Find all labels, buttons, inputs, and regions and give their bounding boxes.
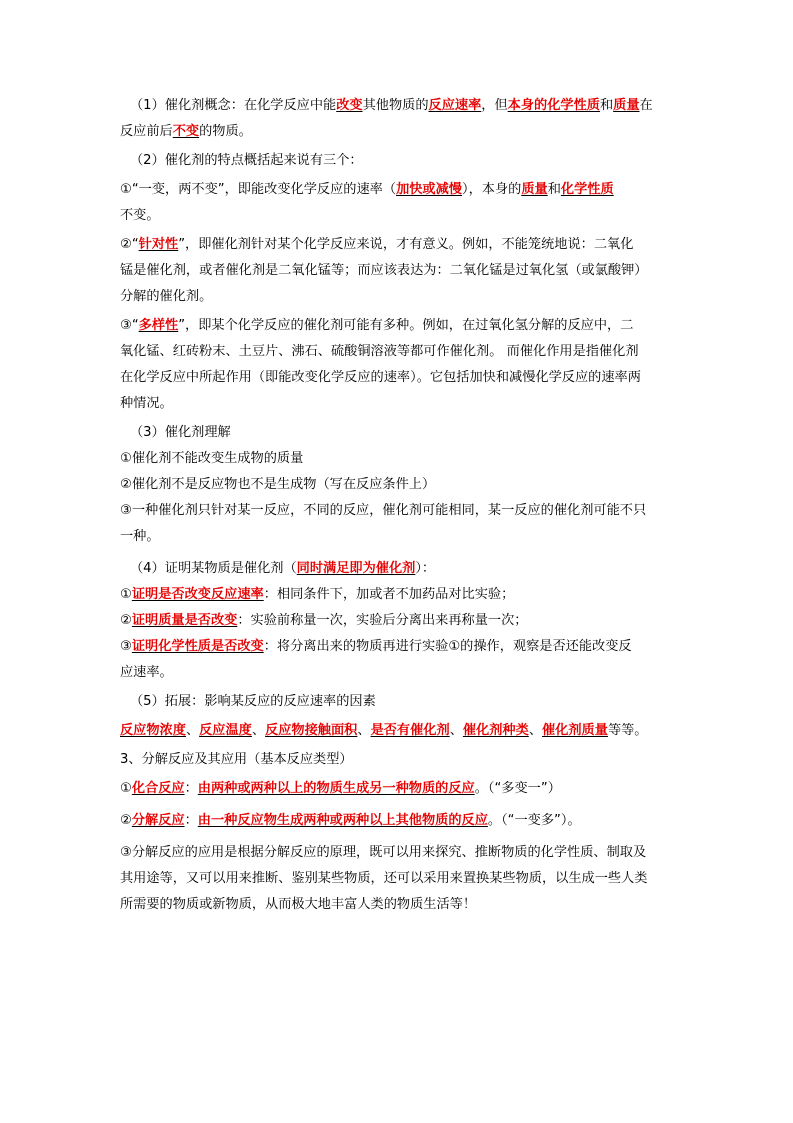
text-segment: 、 [357, 723, 371, 738]
highlighted-term: 证明质量是否改变 [131, 613, 238, 628]
text-segment: ① [120, 781, 132, 796]
highlighted-term: 质量 [613, 98, 640, 113]
text-segment: ： [184, 781, 198, 796]
highlighted-term: 反应物浓度 [120, 723, 186, 738]
text-line [120, 148, 680, 174]
highlighted-term: 改变 [336, 98, 363, 113]
text-segment: ③分解反应的应用是根据分解反应的原理，既可以用来探究、推断物质的化学性质、制取及 [120, 845, 647, 860]
text-line [120, 339, 680, 365]
text-line [120, 93, 680, 119]
document-body [120, 93, 680, 918]
text-segment: ），本身的 [462, 182, 522, 197]
text-line [120, 284, 680, 310]
text-segment: ：相同条件下，加或者不加药品对比实验； [263, 587, 515, 602]
highlighted-term: 证明化学性质是否改变 [131, 639, 264, 654]
highlighted-term: 由两种或两种以上的物质生成另一种物质的反应 [197, 781, 475, 796]
highlighted-term: 反应温度 [199, 723, 252, 738]
text-line [120, 524, 680, 550]
text-line [120, 718, 680, 744]
highlighted-term: 质量 [521, 182, 548, 197]
text-segment: 的物质。 [199, 124, 252, 139]
text-segment: 和 [599, 98, 614, 113]
text-segment: ”，即催化剂针对某个化学反应来说，才有意义。例如，不能笼统地说：二氧化 [178, 237, 634, 252]
text-segment: 应速率。 [120, 665, 173, 680]
text-segment: ，但 [481, 98, 508, 113]
highlighted-term: 化学性质 [560, 182, 614, 197]
text-segment: 、 [449, 723, 463, 738]
text-segment: ③“ [120, 318, 139, 333]
text-segment: （3）催化剂理解 [130, 425, 231, 440]
highlighted-term: 本身的化学性质 [507, 98, 600, 113]
text-segment: 。（“一变多”）。 [487, 813, 581, 828]
text-segment: 锰是催化剂，或者催化剂是二氧化锰等；而应该表达为：二氧化锰是过氧化氢（或氯酸钾） [120, 263, 648, 278]
text-segment: ③一种催化剂只针对某一反应，不同的反应，催化剂可能相同，某一反应的催化剂可能不只 [120, 503, 647, 518]
text-segment: 所需要的物质或新物质，从而极大地丰富人类的物质生活等！ [120, 897, 477, 912]
text-segment: ② [120, 813, 132, 828]
text-line [120, 446, 680, 472]
text-segment: （5）拓展：影响某反应的反应速率的因素 [130, 694, 376, 709]
highlighted-term: 是否有催化剂 [370, 723, 450, 738]
text-segment: ②“ [120, 237, 139, 252]
highlighted-term: 多样性 [138, 318, 179, 333]
text-line [120, 203, 680, 229]
text-line [120, 634, 680, 660]
text-line [120, 119, 680, 145]
text-line [120, 747, 680, 773]
highlighted-term: 不变 [172, 124, 200, 139]
highlighted-term: 由一种反应物生成两种或两种以上其他物质的反应 [197, 813, 488, 828]
text-segment: ② [120, 613, 132, 628]
highlighted-term: 反应物接触面积 [265, 723, 358, 738]
text-line [120, 391, 680, 417]
text-segment: ③ [120, 639, 132, 654]
text-line [120, 776, 680, 802]
text-line [120, 689, 680, 715]
text-line [120, 498, 680, 524]
text-segment: 等等。 [607, 723, 648, 738]
text-segment: 反应前后 [120, 124, 173, 139]
text-line [120, 365, 680, 391]
text-segment: ：实验前称量一次，实验后分离出来再称量一次； [237, 613, 528, 628]
text-segment: ①“一变，两不变”，即能改变化学反应的速率（ [120, 182, 397, 197]
text-line [120, 840, 680, 866]
text-segment: 3、分解反应及其应用（基本反应类型） [120, 752, 353, 767]
text-segment: 其他物质的 [362, 98, 429, 113]
text-segment: 、 [185, 723, 200, 738]
text-segment: ”，即某个化学反应的催化剂可能有多种。例如，在过氧化氢分解的反应中，二 [178, 318, 634, 333]
text-segment: （4）证明某物质是催化剂（ [130, 561, 297, 576]
text-segment: 一种。 [120, 529, 160, 544]
text-segment: 、 [528, 723, 542, 738]
text-segment: ：将分离出来的物质再进行实验①的操作，观察是否还能改变反 [263, 639, 632, 654]
text-segment: 、 [251, 723, 266, 738]
text-line [120, 866, 680, 892]
text-segment: 和 [547, 182, 561, 197]
highlighted-term: 针对性 [138, 237, 179, 252]
highlighted-term: 催化剂种类 [462, 723, 529, 738]
text-segment: 在 [639, 98, 653, 113]
highlighted-term: 催化剂质量 [542, 723, 608, 738]
text-line [120, 582, 680, 608]
text-line [120, 608, 680, 634]
text-segment: 不变。 [120, 208, 160, 223]
text-segment: 。（“多变一”） [474, 781, 561, 796]
text-line [120, 313, 680, 339]
text-segment: 在化学反应中所起作用（即能改变化学反应的速率）。它包括加快和减慢化学反应的速率两 [120, 370, 641, 385]
text-line [120, 808, 680, 834]
text-line [120, 232, 680, 258]
text-segment: ①催化剂不能改变生成物的质量 [120, 451, 304, 466]
text-segment: 分解的催化剂。 [120, 289, 213, 304]
highlighted-term: 反应速率 [428, 98, 482, 113]
highlighted-term: 分解反应 [131, 813, 185, 828]
highlighted-term: 化合反应 [131, 781, 185, 796]
text-line [120, 258, 680, 284]
text-segment: 其用途等，又可以用来推断、鉴别某些物质，还可以采用来置换某些物质，以生成一些人类 [120, 871, 648, 886]
text-segment: 氧化锰、红砖粉末、土豆片、沸石、硫酸铜溶液等都可作催化剂。 而催化作用是指催化剂 [120, 344, 639, 359]
text-segment: ）： [415, 561, 436, 576]
text-segment: （2）催化剂的特点概括起来说有三个： [130, 153, 363, 168]
text-segment: ① [120, 587, 132, 602]
text-segment: ： [184, 813, 198, 828]
highlighted-term: 证明是否改变反应速率 [131, 587, 264, 602]
highlighted-term: 加快或减慢 [396, 182, 462, 197]
highlighted-term: 同时满足即为催化剂 [296, 561, 416, 576]
text-line [120, 472, 680, 498]
text-line [120, 556, 680, 582]
text-line [120, 177, 680, 203]
text-line [120, 420, 680, 446]
text-segment: 种情况。 [120, 396, 173, 411]
text-segment: ②催化剂不是反应物也不是生成物（写在反应条件上） [120, 477, 436, 492]
text-line [120, 892, 680, 918]
text-segment: （1）催化剂概念：在化学反应中能 [130, 98, 337, 113]
text-line [120, 660, 680, 686]
